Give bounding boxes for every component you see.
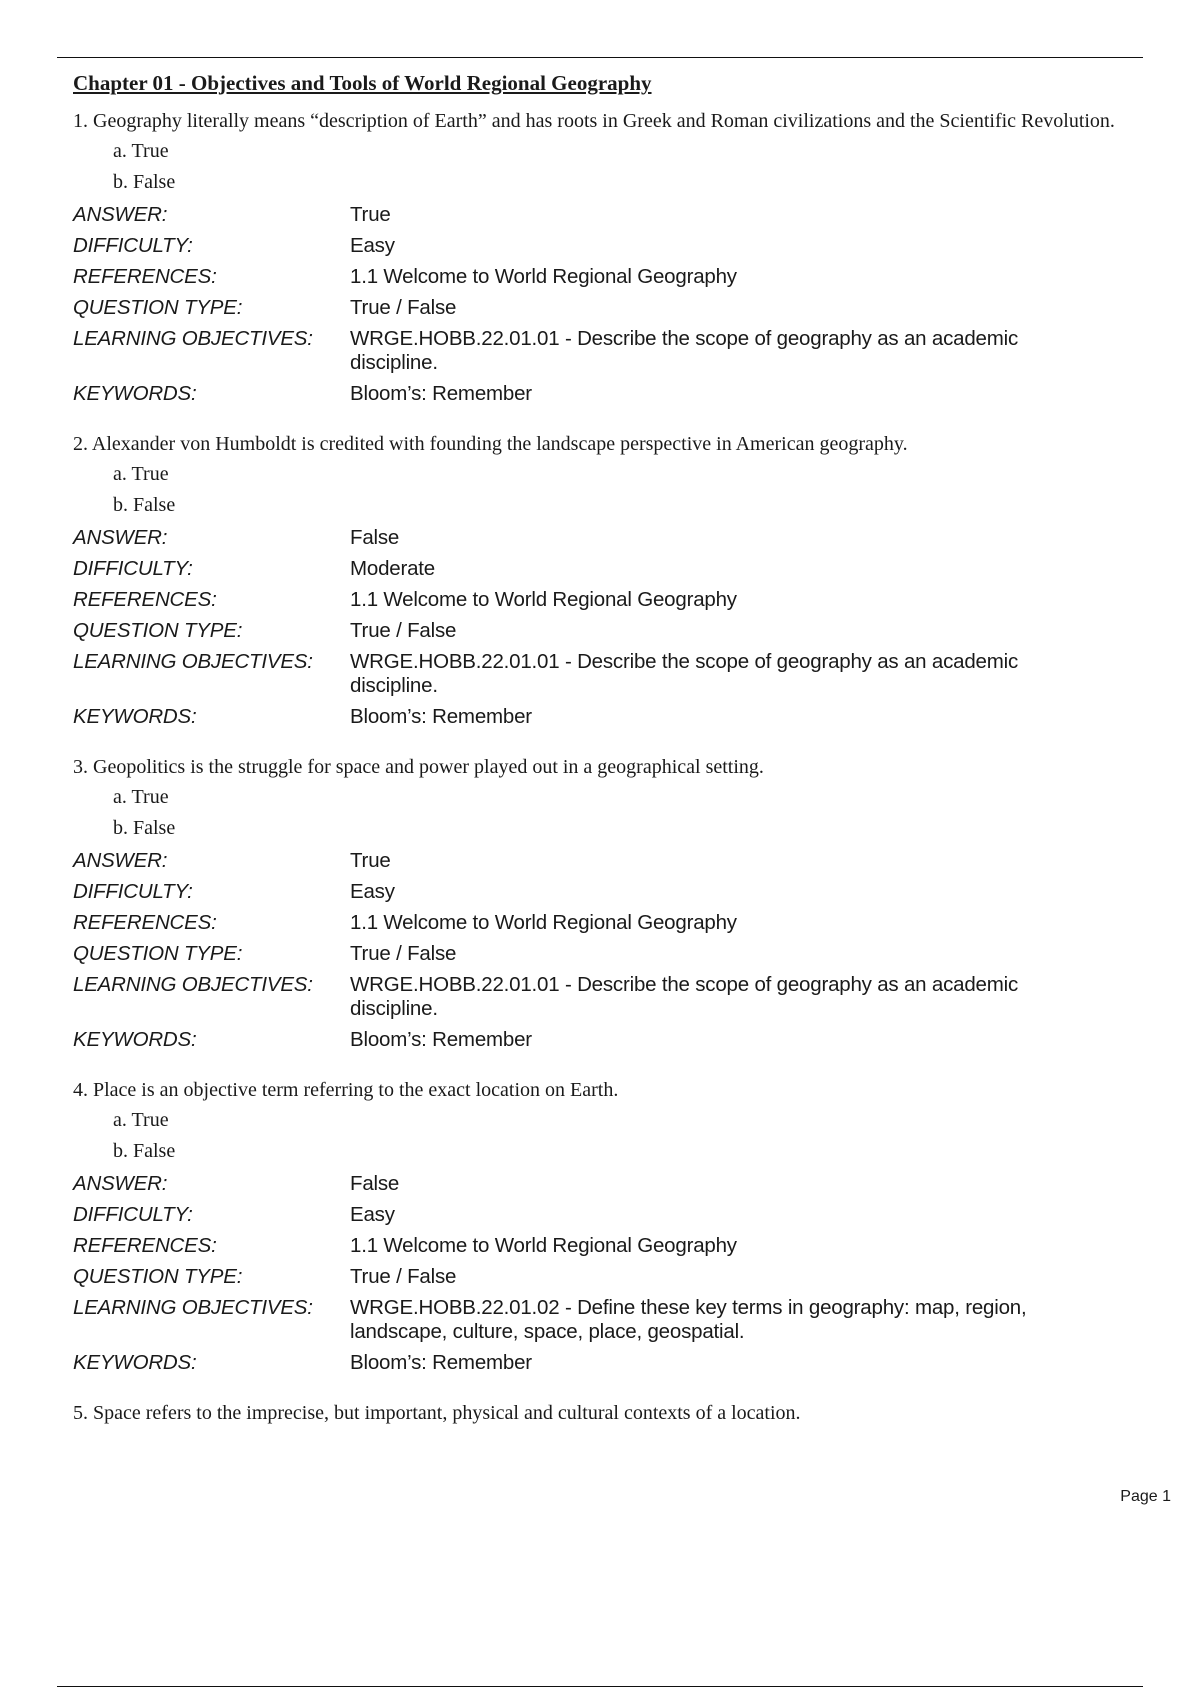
answer-value: True — [350, 849, 391, 872]
answer-label: ANSWER: — [73, 203, 168, 226]
question-metadata — [73, 523, 1133, 733]
option-false: b. False — [113, 171, 176, 193]
references-label: REFERENCES: — [73, 1234, 217, 1257]
answer-row — [73, 846, 1133, 877]
keywords-row — [73, 379, 1133, 410]
answer-options — [113, 1105, 1133, 1167]
keywords-row — [73, 1348, 1133, 1379]
keywords-label: KEYWORDS: — [73, 1028, 197, 1051]
option-true: a. True — [113, 786, 169, 808]
keywords-row — [73, 1025, 1133, 1056]
learning-objectives-value: WRGE.HOBB.22.01.01 - Describe the scope of geography as an academic discipline. — [350, 973, 1019, 1020]
answer-value: True — [350, 203, 391, 226]
references-label: REFERENCES: — [73, 265, 217, 288]
keywords-value: Bloom’s: Remember — [350, 1351, 532, 1374]
option-true: a. True — [113, 1109, 169, 1131]
learning-objectives-row — [73, 647, 1133, 702]
keywords-label: KEYWORDS: — [73, 1351, 197, 1374]
references-value: 1.1 Welcome to World Regional Geography — [350, 1234, 737, 1257]
question-type-row — [73, 616, 1133, 647]
difficulty-label: DIFFICULTY: — [73, 1203, 193, 1226]
question-stem: 2. Alexander von Humboldt is credited with founding the landscape perspective in American geography. — [73, 433, 908, 455]
difficulty-value: Moderate — [350, 557, 436, 580]
option-false: b. False — [113, 494, 176, 516]
references-row — [73, 908, 1133, 939]
difficulty-value: Easy — [350, 234, 395, 257]
keywords-value: Bloom’s: Remember — [350, 705, 532, 728]
answer-options — [113, 782, 1133, 844]
question-type-row — [73, 1262, 1133, 1293]
answer-options — [113, 459, 1133, 521]
difficulty-row — [73, 231, 1133, 262]
question-metadata — [73, 1169, 1133, 1379]
learning-objectives-value: WRGE.HOBB.22.01.01 - Describe the scope of geography as an academic discipline. — [350, 327, 1019, 374]
document-body — [73, 70, 1133, 1448]
difficulty-label: DIFFICULTY: — [73, 234, 193, 257]
page-number: Page 1 — [1120, 1488, 1171, 1505]
answer-value: False — [350, 526, 400, 549]
question-stem: 4. Place is an objective term referring to the exact location on Earth. — [73, 1079, 619, 1101]
question-type-label: QUESTION TYPE: — [73, 296, 243, 319]
difficulty-row — [73, 1200, 1133, 1231]
question-3 — [73, 755, 1133, 1056]
question-type-row — [73, 939, 1133, 970]
question-2 — [73, 432, 1133, 733]
references-row — [73, 585, 1133, 616]
difficulty-value: Easy — [350, 1203, 395, 1226]
difficulty-row — [73, 877, 1133, 908]
question-type-label: QUESTION TYPE: — [73, 619, 243, 642]
bottom-rule — [57, 1686, 1143, 1687]
answer-row — [73, 200, 1133, 231]
question-5 — [73, 1401, 1133, 1426]
keywords-row — [73, 702, 1133, 733]
learning-objectives-value: WRGE.HOBB.22.01.02 - Define these key terms in geography: map, region, landscape, culture, space, place, geospatial. — [350, 1296, 1027, 1343]
question-type-label: QUESTION TYPE: — [73, 942, 243, 965]
learning-objectives-row — [73, 1293, 1133, 1348]
top-rule — [57, 57, 1143, 58]
answer-label: ANSWER: — [73, 526, 168, 549]
references-value: 1.1 Welcome to World Regional Geography — [350, 265, 737, 288]
option-false: b. False — [113, 1140, 176, 1162]
question-type-value: True / False — [350, 619, 457, 642]
question-stem: 3. Geopolitics is the struggle for space and power played out in a geographical setting. — [73, 756, 764, 778]
question-1 — [73, 109, 1133, 410]
difficulty-row — [73, 554, 1133, 585]
answer-label: ANSWER: — [73, 1172, 168, 1195]
option-true: a. True — [113, 463, 169, 485]
learning-objectives-label: LEARNING OBJECTIVES: — [73, 973, 313, 996]
question-4 — [73, 1078, 1133, 1379]
question-metadata — [73, 200, 1133, 410]
answer-label: ANSWER: — [73, 849, 168, 872]
learning-objectives-label: LEARNING OBJECTIVES: — [73, 1296, 313, 1319]
question-type-label: QUESTION TYPE: — [73, 1265, 243, 1288]
learning-objectives-row — [73, 970, 1133, 1025]
question-type-value: True / False — [350, 942, 457, 965]
learning-objectives-value: WRGE.HOBB.22.01.01 - Describe the scope of geography as an academic discipline. — [350, 650, 1019, 697]
answer-options — [113, 136, 1133, 198]
question-type-row — [73, 293, 1133, 324]
answer-row — [73, 523, 1133, 554]
question-metadata — [73, 846, 1133, 1056]
keywords-value: Bloom’s: Remember — [350, 1028, 532, 1051]
keywords-label: KEYWORDS: — [73, 705, 197, 728]
option-false: b. False — [113, 817, 176, 839]
references-label: REFERENCES: — [73, 911, 217, 934]
difficulty-label: DIFFICULTY: — [73, 557, 193, 580]
question-type-value: True / False — [350, 296, 457, 319]
answer-row — [73, 1169, 1133, 1200]
references-row — [73, 262, 1133, 293]
chapter-title: Chapter 01 - Objectives and Tools of World Regional Geography — [73, 71, 652, 95]
option-true: a. True — [113, 140, 169, 162]
learning-objectives-label: LEARNING OBJECTIVES: — [73, 650, 313, 673]
keywords-label: KEYWORDS: — [73, 382, 197, 405]
difficulty-label: DIFFICULTY: — [73, 880, 193, 903]
references-value: 1.1 Welcome to World Regional Geography — [350, 911, 737, 934]
keywords-value: Bloom’s: Remember — [350, 382, 532, 405]
references-row — [73, 1231, 1133, 1262]
question-stem: 5. Space refers to the imprecise, but important, physical and cultural contexts of a location. — [73, 1402, 801, 1424]
answer-value: False — [350, 1172, 400, 1195]
learning-objectives-row — [73, 324, 1133, 379]
references-label: REFERENCES: — [73, 588, 217, 611]
learning-objectives-label: LEARNING OBJECTIVES: — [73, 327, 313, 350]
question-type-value: True / False — [350, 1265, 457, 1288]
question-stem: 1. Geography literally means “description of Earth” and has roots in Greek and Roman civilizations and the Scientific Revolution. — [73, 110, 1115, 132]
references-value: 1.1 Welcome to World Regional Geography — [350, 588, 737, 611]
difficulty-value: Easy — [350, 880, 395, 903]
